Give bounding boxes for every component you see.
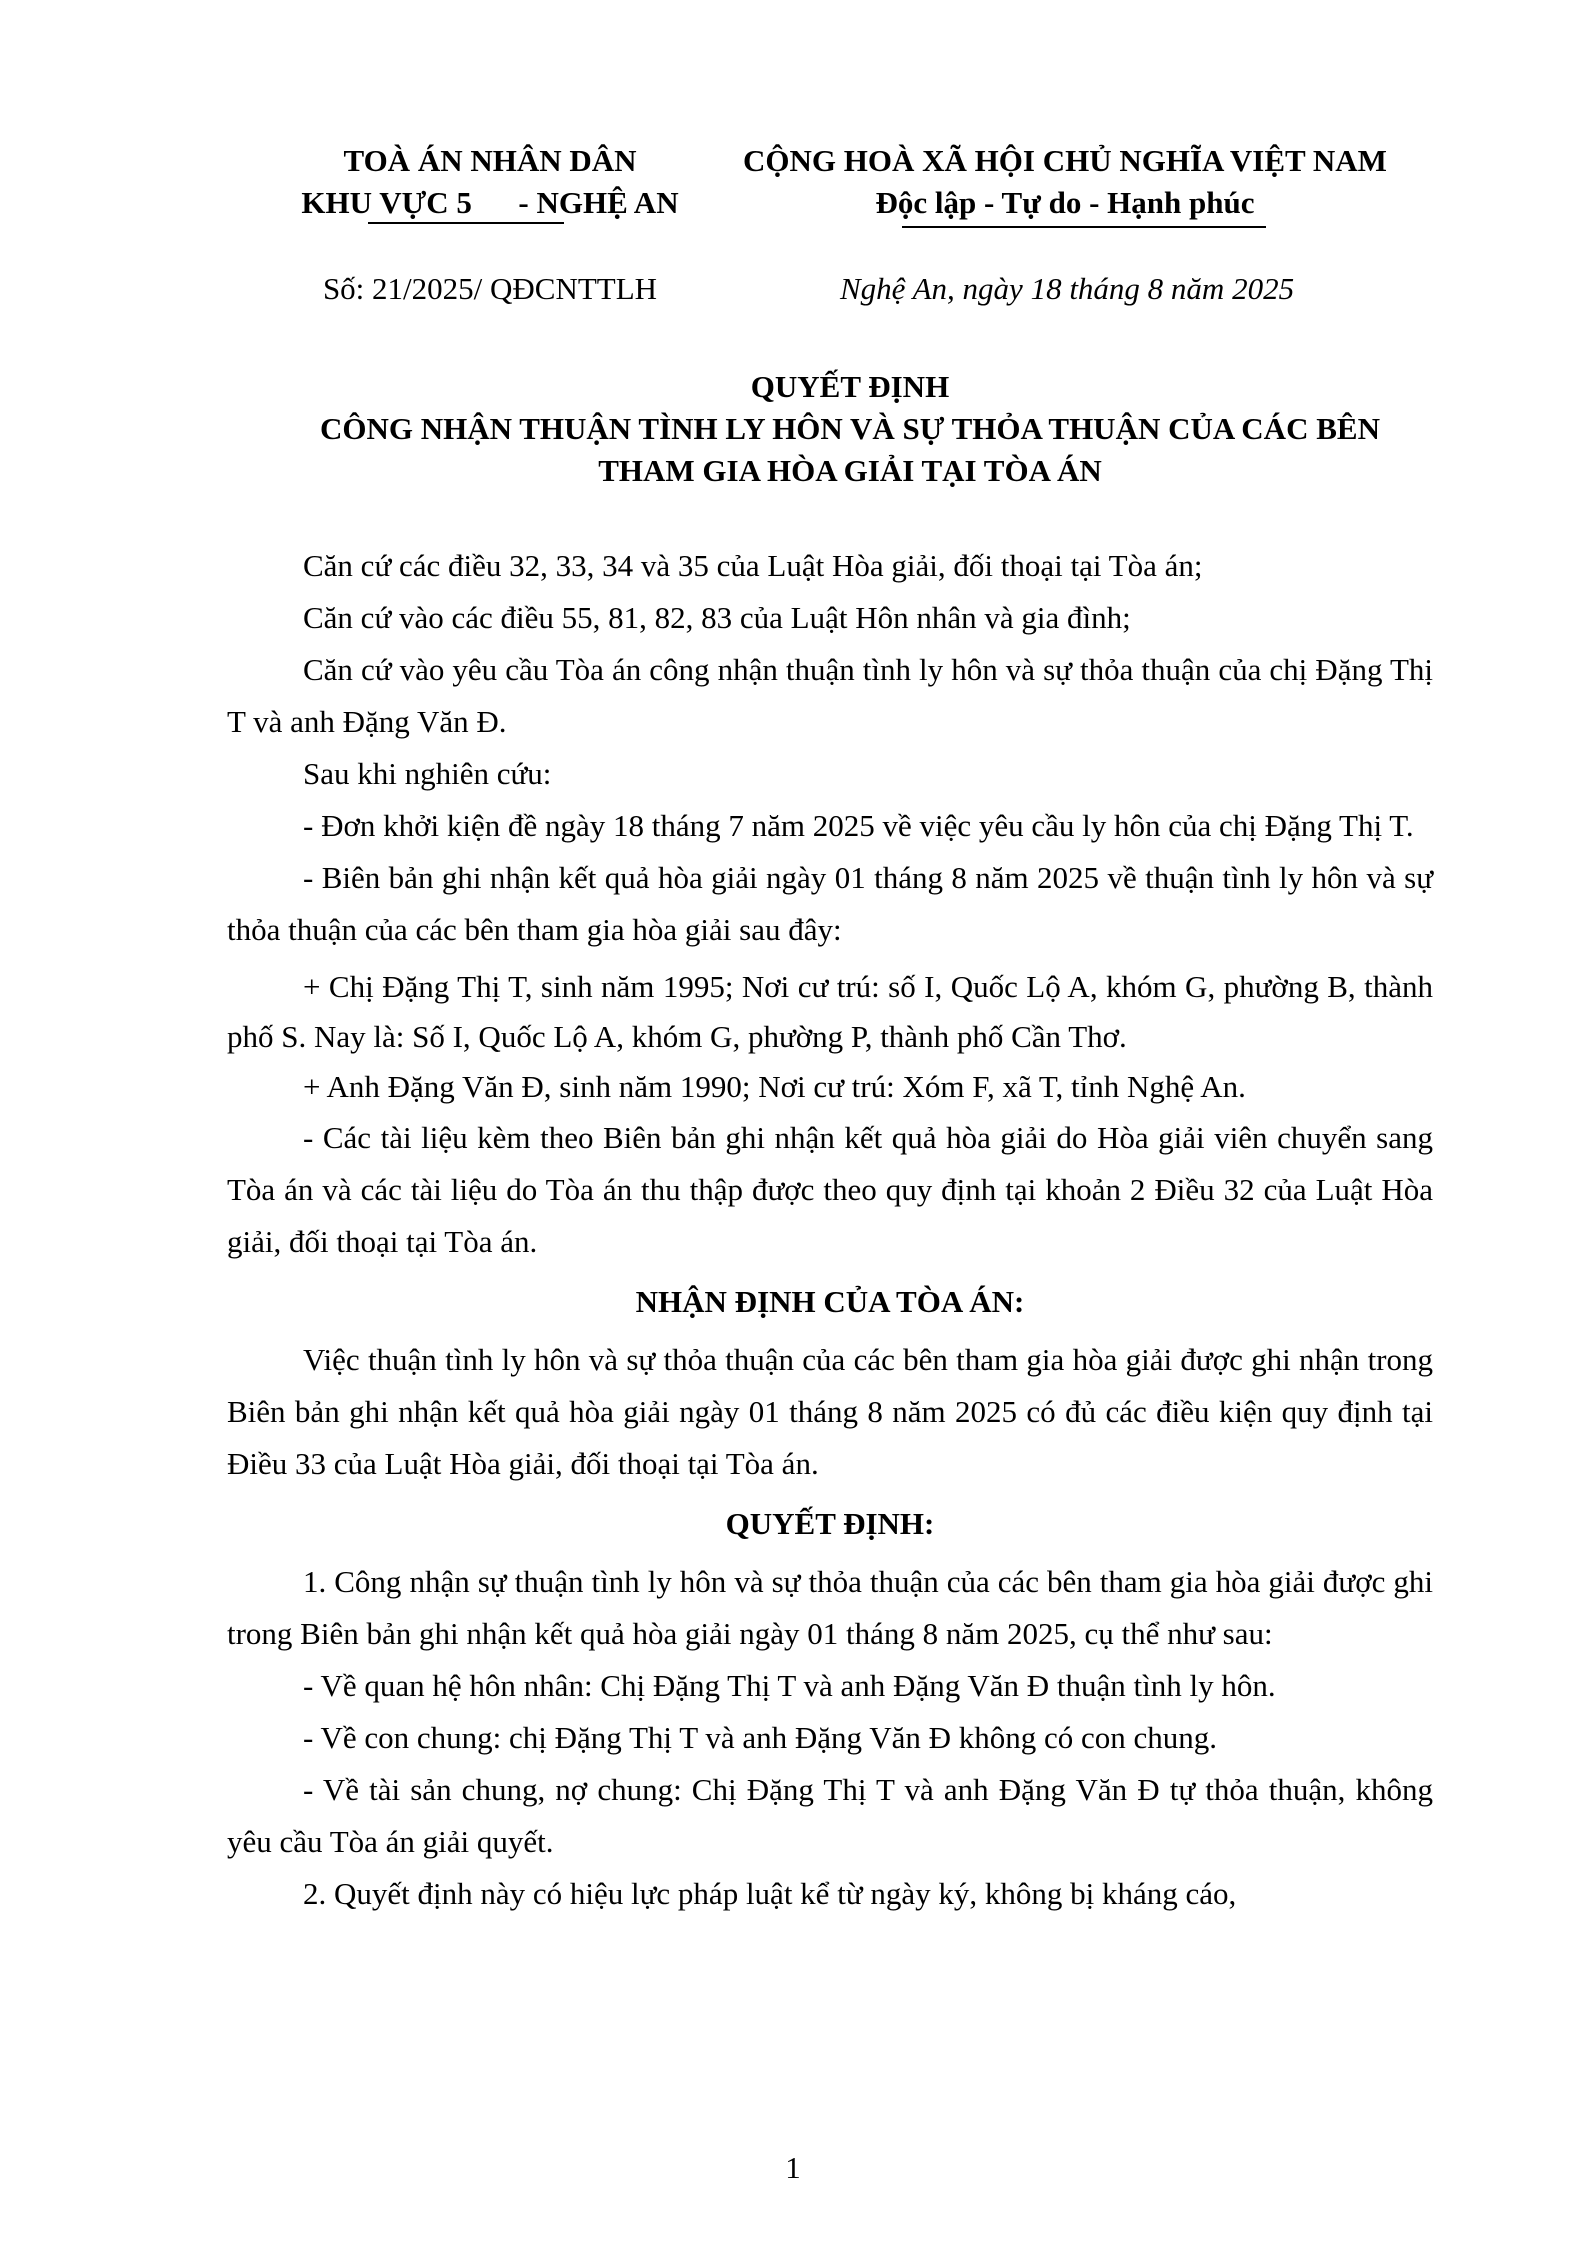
assessment-text: Việc thuận tình ly hôn và sự thỏa thuận của các bên tham gia hòa giải được ghi nhận trong Biên bản ghi nhận kết quả hòa giải ngày 01 tháng 8 năm 2025 có đủ các điều kiện quy định tại Điều 33 của Luật Hòa giải, đối thoại tại Tòa án.	[227, 1342, 1433, 1481]
party-2: + Anh Đặng Văn Đ, sinh năm 1990; Nơi cư trú: Xóm F, xã T, tỉnh Nghệ An.	[303, 1069, 1246, 1104]
item-petition: - Đơn khởi kiện đề ngày 18 tháng 7 năm 2025 về việc yêu cầu ly hôn của chị Đặng Thị T.	[303, 808, 1414, 843]
after-study: Sau khi nghiên cứu:	[303, 756, 552, 791]
national-header	[715, 140, 1415, 224]
decision-property: - Về tài sản chung, nợ chung: Chị Đặng Thị T và anh Đặng Văn Đ tự thỏa thuận, không yêu cầu Tòa án giải quyết.	[227, 1772, 1433, 1859]
court-underline	[368, 222, 564, 224]
legal-basis-3: Căn cứ vào yêu cầu Tòa án công nhận thuận tình ly hôn và sự thỏa thuận của chị Đặng Thị T và anh Đặng Văn Đ.	[227, 652, 1433, 739]
page-number: 1	[785, 2150, 801, 2185]
decision-marriage: - Về quan hệ hôn nhân: Chị Đặng Thị T và anh Đặng Văn Đ thuận tình ly hôn.	[303, 1668, 1276, 1703]
court-header	[270, 140, 710, 224]
heading-assessment: NHẬN ĐỊNH CỦA TÒA ÁN:	[635, 1284, 1025, 1319]
court-area: KHU VỰC 5 - NGHỆ AN	[301, 185, 679, 220]
decision-2: 2. Quyết định này có hiệu lực pháp luật kể từ ngày ký, không bị kháng cáo,	[303, 1876, 1237, 1911]
national-motto: Độc lập - Tự do - Hạnh phúc	[875, 185, 1255, 220]
document-number: Số: 21/2025/ QĐCNTTLH	[322, 271, 658, 306]
document-title	[200, 366, 1500, 492]
item-documents: - Các tài liệu kèm theo Biên bản ghi nhận kết quả hòa giải do Hòa giải viên chuyển sang Tòa án và các tài liệu do Tòa án thu thập được theo quy định tại khoản 2 Điều 32 của Luật Hòa giải, đối thoại tại Tòa án.	[227, 1120, 1433, 1259]
title-line-1: QUYẾT ĐỊNH	[750, 369, 950, 404]
item-minutes: - Biên bản ghi nhận kết quả hòa giải ngày 01 tháng 8 năm 2025 về thuận tình ly hôn và sự thỏa thuận của các bên tham gia hòa giải sau đây:	[227, 860, 1433, 947]
heading-decision: QUYẾT ĐỊNH:	[725, 1506, 935, 1541]
legal-basis-2: Căn cứ vào các điều 55, 81, 82, 83 của Luật Hôn nhân và gia đình;	[303, 600, 1131, 635]
country-name: CỘNG HOÀ XÃ HỘI CHỦ NGHĨA VIỆT NAM	[743, 143, 1387, 178]
title-line-3: THAM GIA HÒA GIẢI TẠI TÒA ÁN	[598, 453, 1102, 488]
document-body	[227, 540, 1433, 1920]
decision-1: 1. Công nhận sự thuận tình ly hôn và sự thỏa thuận của các bên tham gia hòa giải được ghi trong Biên bản ghi nhận kết quả hòa giải ngày 01 tháng 8 năm 2025, cụ thể như sau:	[227, 1564, 1433, 1651]
court-name: TOÀ ÁN NHÂN DÂN	[343, 143, 637, 178]
place-date: Nghệ An, ngày 18 tháng 8 năm 2025	[840, 271, 1295, 306]
legal-basis-1: Căn cứ các điều 32, 33, 34 và 35 của Luật Hòa giải, đối thoại tại Tòa án;	[303, 548, 1203, 583]
party-1: + Chị Đặng Thị T, sinh năm 1995; Nơi cư trú: số I, Quốc Lộ A, khóm G, phường B, thành phố S. Nay là: Số I, Quốc Lộ A, khóm G, phường P, thành phố Cần Thơ.	[227, 969, 1433, 1054]
title-line-2: CÔNG NHẬN THUẬN TÌNH LY HÔN VÀ SỰ THỎA THUẬN CỦA CÁC BÊN	[320, 411, 1380, 446]
decision-children: - Về con chung: chị Đặng Thị T và anh Đặng Văn Đ không có con chung.	[303, 1720, 1218, 1755]
motto-underline	[902, 226, 1266, 228]
